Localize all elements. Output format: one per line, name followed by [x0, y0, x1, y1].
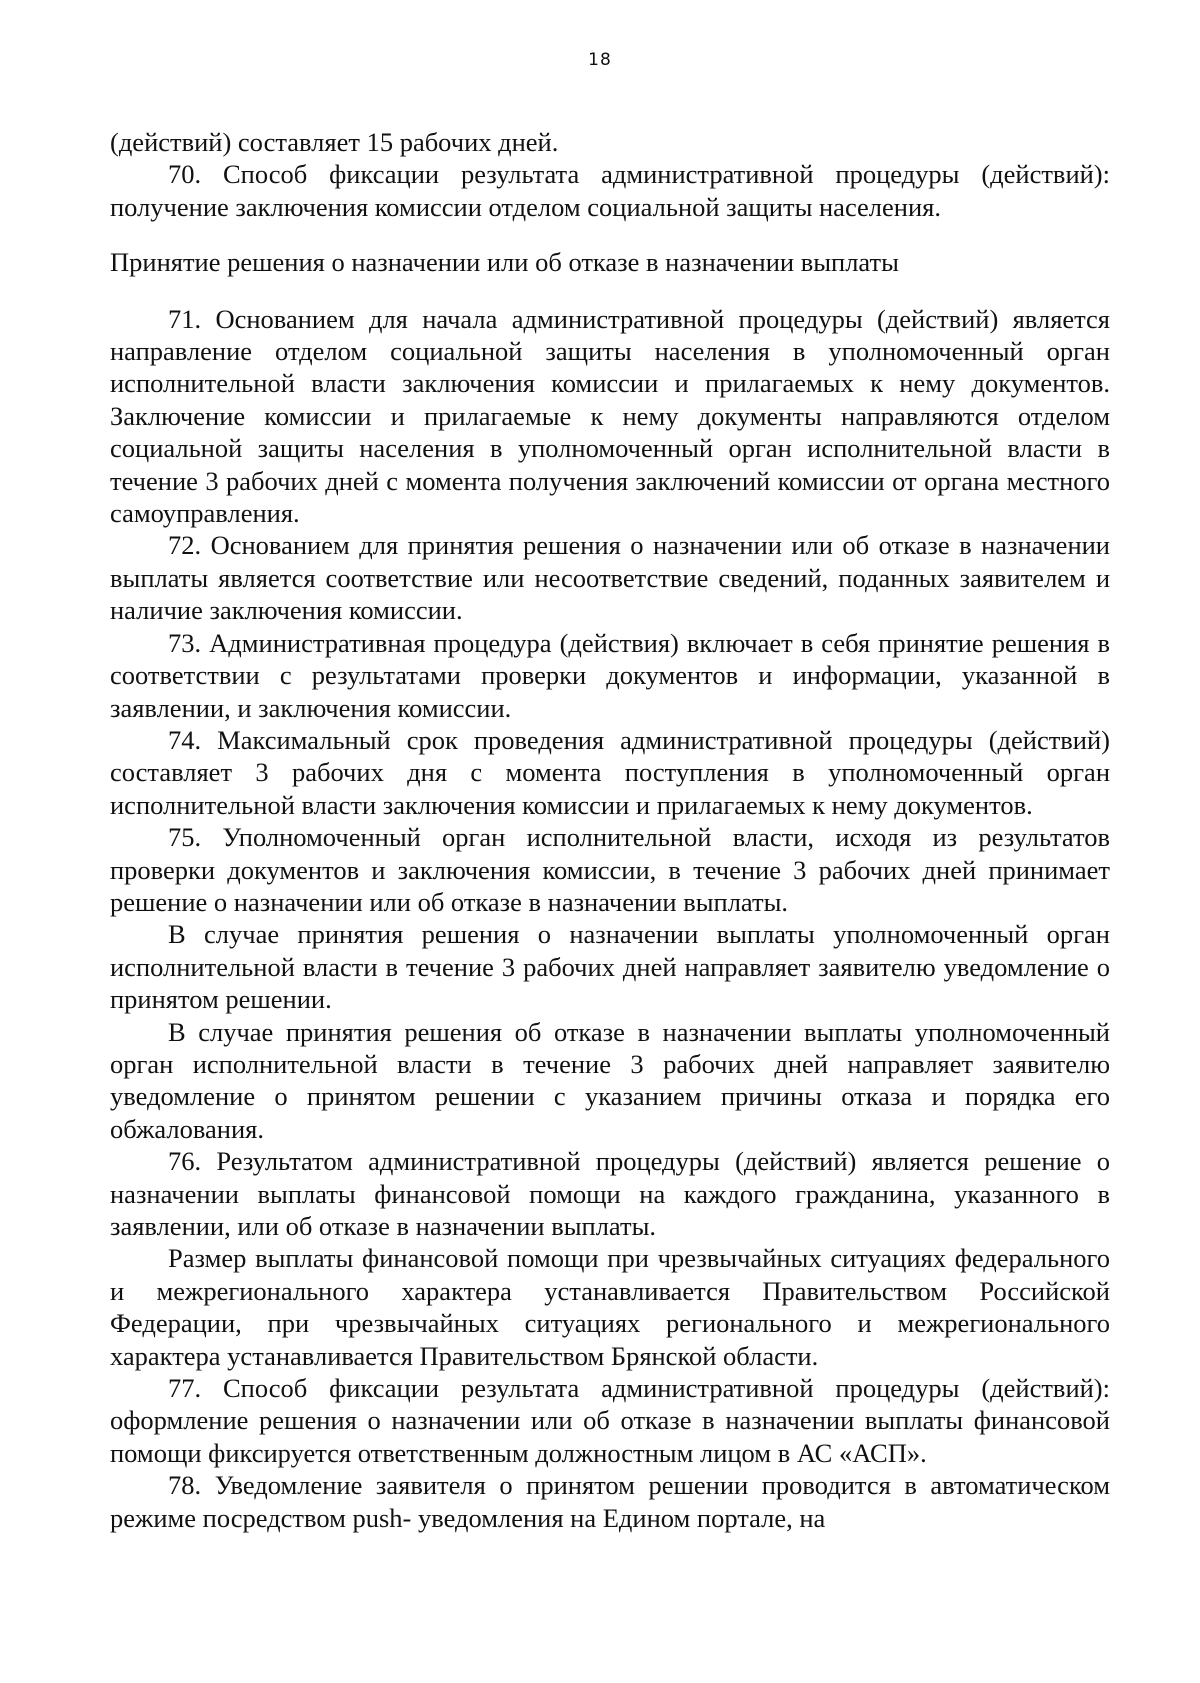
paragraph-73: 73. Административная процедура (действия) включает в себя принятие решения в соответствии с результатами проверки документов и информации, указанной в заявлении, и заключения комиссии.	[110, 627, 1110, 723]
paragraph-76: 76. Результатом административной процедуры (действий) является решение о назначении выплаты финансовой помощи на каждого гражданина, указанного в заявлении, или об отказе в назначении выплаты.	[110, 1146, 1110, 1241]
page-number: 18	[588, 50, 612, 70]
paragraph-77: 77. Способ фиксации результата административной процедуры (действий): оформление решения о назначении или об отказе в назначении выплаты финансовой помощи фиксируется ответственным должностным лицом в АС «АСП».	[110, 1373, 1110, 1468]
paragraph-70: 70. Способ фиксации результата административной процедуры (действий): получение заключения комиссии отделом социальной защиты населения.	[110, 159, 1110, 222]
paragraph-76-amount: Размер выплаты финансовой помощи при чрезвычайных ситуациях федерального и межрегионального характера устанавливается Правительством Российской Федерации, при чрезвычайных ситуациях регионального и межрегионального характера устанавливается Правительством Брянской области.	[110, 1243, 1110, 1371]
paragraph-74: 74. Максимальный срок проведения административной процедуры (действий) составляет 3 рабочих дня с момента поступления в уполномоченный орган исполнительной власти заключения комиссии и прилагаемых к нему документов.	[110, 724, 1110, 820]
paragraph-71: 71. Основанием для начала административной процедуры (действий) является направление отделом социальной защиты населения в уполномоченный орган исполнительной власти заключения комиссии и прилагаемых к нему документов. Заключение комиссии и прилагаемые к нему документы направляются отделом социальной защиты населения в уполномоченный орган исполнительной власти в течение 3 рабочих дней с момента получения заключений комиссии от органа местного самоуправления.	[110, 303, 1110, 529]
paragraph-75: 75. Уполномоченный орган исполнительной власти, исходя из результатов проверки документов и заключения комиссии, в течение 3 рабочих дней принимает решение о назначении или об отказе в назначении выплаты.	[110, 822, 1110, 917]
section-heading: Принятие решения о назначении или об отказе в назначении выплаты	[110, 247, 899, 278]
document-body	[110, 126, 1110, 1534]
paragraph-75-refusal: В случае принятия решения об отказе в назначении выплаты уполномоченный орган исполнительной власти в течение 3 рабочих дней направляет заявителю уведомление о принятом решении с указанием причины отказа и порядка его обжалования.	[110, 1016, 1110, 1144]
paragraph-78: 78. Уведомление заявителя о принятом решении проводится в автоматическом режиме посредством push- уведомления на Едином портале, на	[110, 1470, 1110, 1533]
paragraph-continuation: (действий) составляет 15 рабочих дней.	[110, 127, 559, 157]
paragraph-75-approval: В случае принятия решения о назначении выплаты уполномоченный орган исполнительной власти в течение 3 рабочих дней направляет заявителю уведомление о принятом решении.	[110, 919, 1110, 1015]
paragraph-72: 72. Основанием для принятия решения о назначении или об отказе в назначении выплаты является соответствие или несоответствие сведений, поданных заявителем и наличие заключения комиссии.	[110, 530, 1110, 626]
